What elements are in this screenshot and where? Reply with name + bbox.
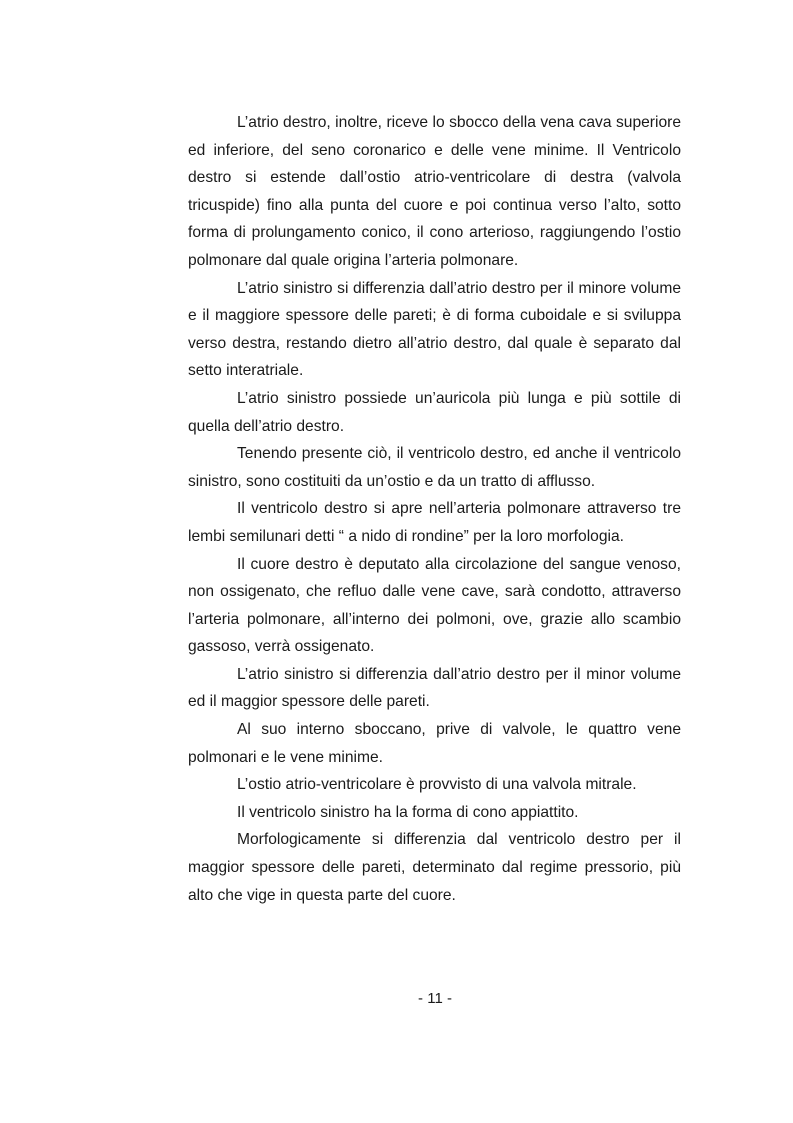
paragraph: L’atrio sinistro si differenzia dall’atrio destro per il minore volume e il maggiore spessore delle pareti; è di forma cuboidale e si sviluppa verso destra, restando dietro all’atrio destro, dal quale è separato dal setto interatriale. — [188, 279, 681, 380]
paragraph: Il ventricolo sinistro ha la forma di cono appiattito. — [237, 803, 579, 821]
paragraph: L’atrio sinistro si differenzia dall’atrio destro per il minor volume ed il maggior spessore delle pareti. — [188, 665, 681, 711]
paragraph: Al suo interno sboccano, prive di valvole, le quattro vene polmonari e le vene minime. — [188, 721, 681, 766]
paragraph: Tenendo presente ciò, il ventricolo destro, ed anche il ventricolo sinistro, sono costituiti da un’ostio e da un tratto di afflusso. — [188, 445, 681, 490]
paragraph: L’atrio destro, inoltre, riceve lo sbocco della vena cava superiore ed inferiore, del seno coronarico e delle vene minime. Il Ventricolo destro si estende dall’ostio atrio-ventricolare di destra (valvola tricuspide) fino alla punta del cuore e poi continua verso l’alto, sotto forma di prolungamento conico, il cono arterioso, raggiungendo l’ostio polmonare dal quale origina l’arteria polmonare. — [188, 114, 681, 269]
paragraph: Il ventricolo destro si apre nell’arteria polmonare attraverso tre lembi semilunari detti “ a nido di rondine” per la loro morfologia. — [188, 500, 681, 545]
paragraph: L’atrio sinistro possiede un’auricola più lunga e più sottile di quella dell’atrio destro. — [188, 389, 681, 435]
body-text — [188, 109, 681, 909]
paragraph: Morfologicamente si differenzia dal ventricolo destro per il maggior spessore delle pareti, determinato dal regime pressorio, più alto che vige in questa parte del cuore. — [188, 831, 681, 904]
paragraph: L’ostio atrio-ventricolare è provvisto di una valvola mitrale. — [237, 776, 637, 794]
page-number: - 11 - — [418, 990, 452, 1007]
paragraph: Il cuore destro è deputato alla circolazione del sangue venoso, non ossigenato, che refluo dalle vene cave, sarà condotto, attraverso l’arteria polmonare, all’interno dei polmoni, ove, grazie allo scambio gassoso, verrà ossigenato. — [188, 555, 681, 656]
